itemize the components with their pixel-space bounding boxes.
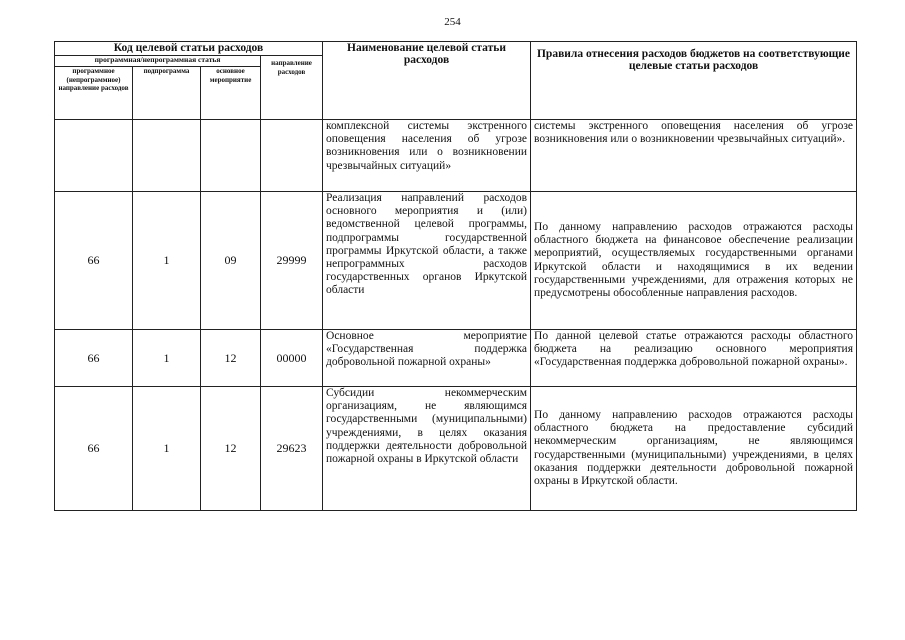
direction-code-cell: 00000 [261,330,323,387]
name-cell: Основное мероприятие «Государственная поддержка добровольной пожарной охраны» [323,330,531,387]
name-column-header: Наименование целевой статьи расходов [323,42,531,120]
page-number: 254 [444,16,461,28]
program-group-header: программная/непрограммная статья [55,56,261,67]
rule-cell: По данному направлению расходов отражаются расходы областного бюджета на предоставление субсидий некоммерческим организациям, не являющимся государственными (муниципальными) учреждениями, в целях оказания поддержки деятельности добровольной пожарной охраны в Иркутской области. [531,387,857,511]
table-row [55,387,857,511]
program-code-cell: 66 [55,192,133,330]
program-direction-header: программное (непрограммное) направление расходов [55,67,133,120]
name-cell: Реализация направлений расходов основного мероприятия и (или) ведомственной целевой программы, подпрограммы государственной программы Иркутской области, а также непрограммных расходов государственных органов Иркутской области [323,192,531,330]
program-code-cell: 66 [55,387,133,511]
event-code-cell: 12 [201,330,261,387]
event-code-cell: 12 [201,387,261,511]
main-event-header: основное мероприятие [201,67,261,120]
rule-cell: По данной целевой статье отражаются расходы областного бюджета на реализацию основного мероприятия «Государственная поддержка добровольной пожарной охраны». [531,330,857,387]
name-cell: Субсидии некоммерческим организациям, не являющимся государственными (муниципальными) учреждениями, в целях оказания поддержки деятельности добровольной пожарной охраны в Иркутской области [323,387,531,511]
direction-code-cell: 29623 [261,387,323,511]
table-row-continuation [55,120,857,192]
rule-cell: По данному направлению расходов отражаются расходы областного бюджета на финансовое обеспечение реализации мероприятий, осуществляемых государственными органами Иркутской области и находящимися в их ведении государственными учреждениями, для отражения которых не предусмотрены обособленные направления расходов. [531,192,857,330]
code-group-header: Код целевой статьи расходов [55,42,323,56]
subprogram-code-cell: 1 [133,387,201,511]
empty-cell [55,120,133,192]
subprogram-code-cell: 1 [133,330,201,387]
rules-column-header: Правила отнесения расходов бюджетов на соответствующие целевые статьи расходов [531,42,857,120]
empty-cell [201,120,261,192]
direction-header: направление расходов [261,56,323,120]
table-row [55,330,857,387]
direction-code-cell: 29999 [261,192,323,330]
budget-classification-table [54,41,857,511]
empty-cell [261,120,323,192]
program-code-cell: 66 [55,330,133,387]
subprogram-header: подпрограмма [133,67,201,120]
event-code-cell: 09 [201,192,261,330]
header-row-1 [55,42,857,56]
name-cell: комплексной системы экстренного оповещения населения об угрозе возникновения или о возникновении чрезвычайных ситуаций» [323,120,531,192]
rule-cell: системы экстренного оповещения населения об угрозе возникновения или о возникновении чрезвычайных ситуаций». [531,120,857,192]
empty-cell [133,120,201,192]
table-row [55,192,857,330]
subprogram-code-cell: 1 [133,192,201,330]
